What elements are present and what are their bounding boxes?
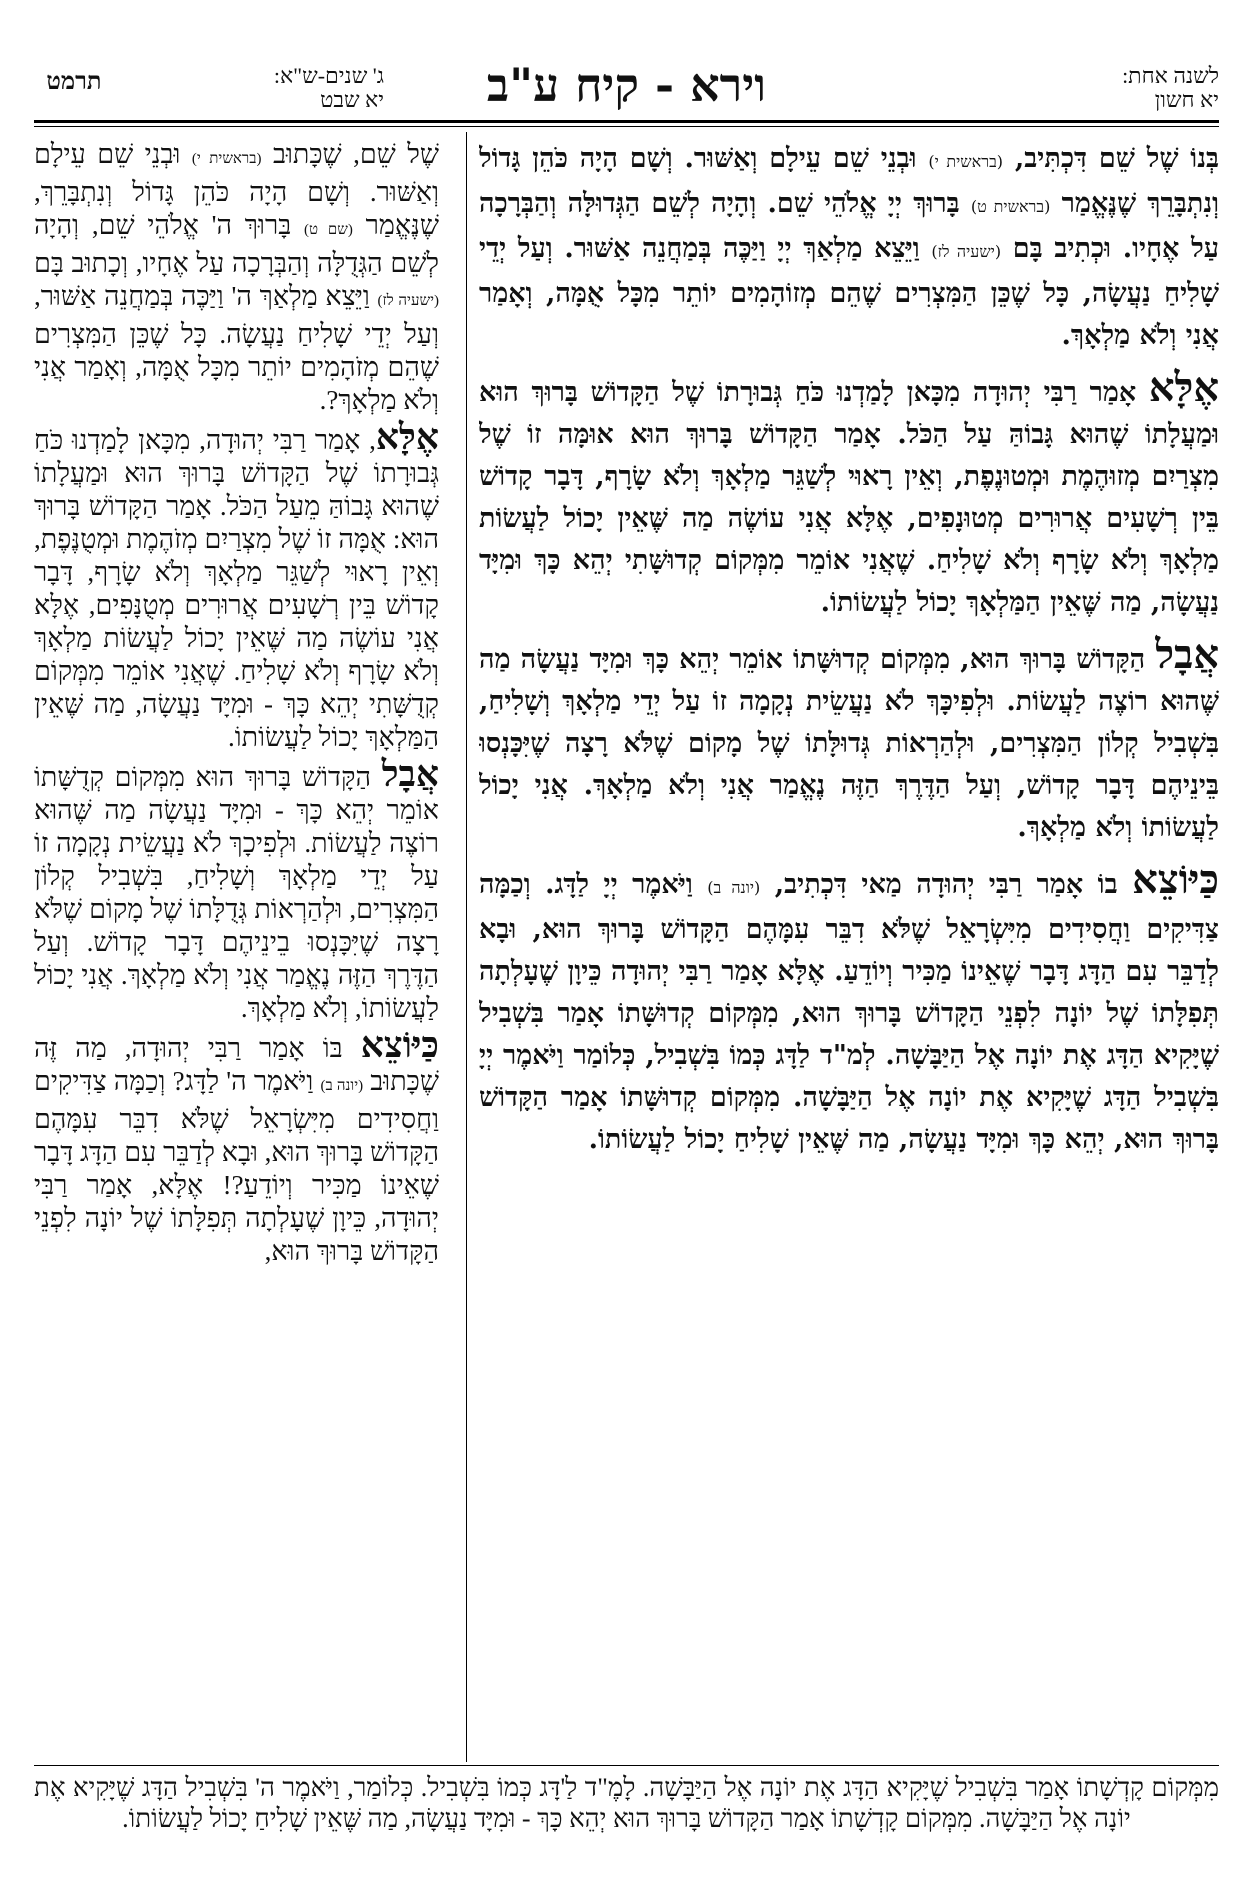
paragraph-body: בוֹ אָמַר רַבִּי יְהוּדָה מַאי דִּכְתִיב, (יונה ב) וַיֹּאמֶר יְיָ לַדָּג. וְכַמָּה צַדִּיקִים וַחֲסִידִים מִיִּשְׂרָאֵל שֶׁלֹּא דִבֵּר עִמָּהֶם הַקָּדוֹשׁ בָּרוּךְ הוּא, וּבָא לְדַבֵּר עִם הַדָּג דָּבָר שֶׁאֵינוֹ מַכִּיר וְיוֹדֵעַ. אֶלָּא אָמַר רַבִּי יְהוּדָה כֵּיוָן שֶׁעָלְתָה תְּפִלָּתוֹ שֶׁל יוֹנָה לִפְנֵי הַקָּדוֹשׁ בָּרוּךְ הוּא, מִמְּקוֹם קְדוּשָּׁתוֹ אָמַר בִּשְׁבִיל שֶׁיָּקִיא הַדָּג אֶת יוֹנָה אֶל הַיַּבָּשָׁה. לְמ"ד לַדָּג כְּמוֹ בִּשְׁבִיל, כְּלוֹמַר וַיֹּאמֶר יְיָ בִּשְׁבִיל הַדָּג שֶׁיָּקִיא אֶת יוֹנָה אֶל הַיַּבָּשָׁה. מִמְּקוֹם קְדוּשָּׁתוֹ אָמַר הַקָּדוֹשׁ בָּרוּךְ הוּא, יְהֵא כָּךְ וּמִיָּד נַעֲשָׂה, מַה שֶּׁאֵין שָׁלִיחַ יָכוֹל לַעֲשׂוֹתוֹ. (479, 869, 1219, 1155)
opening-word: כַּיּוֹצֵא (1132, 856, 1219, 903)
study-schedule-three-years (124, 64, 384, 112)
paragraph-body: בּוֹ אָמַר רַבִּי יְהוּדָה, מַה זֶּה שֶׁכָּתוּב (יונה ב) וַיֹּאמֶר ה' לַדָּג? וְכַמָּה צַדִּיקִים וַחֲסִידִים מִיִּשְׂרָאֵל שֶׁלֹּא דִבֵּר עִמָּהֶם הַקָּדוֹשׁ בָּרוּךְ הוּא, וּבָא לְדַבֵּר עִם הַדָּג דָּבָר שֶׁאֵינוֹ מַכִּיר וְיוֹדֵעַ?! אֶלָּא, אָמַר רַבִּי יְהוּדָה, כֵּיוָן שֶׁעָלְתָה תְּפִלָּתוֹ שֶׁל יוֹנָה לִפְנֵי הַקָּדוֹשׁ בָּרוּךְ הוּא, (34, 1033, 439, 1266)
opening-word: כַּיּוֹצֵא (360, 1025, 439, 1065)
translation-continuation-footer: מִמְּקוֹם קָדְשָׁתוֹ אָמַר בִּשְׁבִיל שֶׁיָּקִיא הַדָּג אֶת יוֹנָה אֶל הַיַּבָּשָׁה. לָמֶ"ד לַ'דָּג כְּמוֹ בִּשְׁבִיל. כְּלוֹמַר, וַיֹּאמֶר ה' בִּשְׁבִיל הַדָּג שֶׁיָּקִיא אֶת יוֹנָה אֶל הַיַּבָּשָׁה. מִמְּקוֹם קָדְשָׁתוֹ אָמַר הַקָּדוֹשׁ בָּרוּךְ הוּא יְהֵא כָּךְ - וּמִיָּד נַעֲשָׂה, מַה שֶּׁאֵין שָׁלִיחַ יָכוֹל לַעֲשׂוֹתוֹ. (34, 1773, 1219, 1833)
header-rule-thick (34, 120, 1219, 123)
translation-paragraph-4 (34, 1025, 439, 1268)
paragraph-body: הַקָּדוֹשׁ בָּרוּךְ הוּא מִמְּקוֹם קְדֻשָּׁתוֹ אוֹמֵר יְהֵא כָּךְ - וּמִיָּד נַעֲשָׂה מַה שֶּׁהוּא רוֹצֶה לַעֲשׂוֹת. וּלְפִיכָךְ לֹא נַעֲשֵׂית נְקָמָה זוֹ עַל יְדֵי מַלְאָךְ וְשָׁלִיחַ, בִּשְׁבִיל קְלוֹן הַמִּצְרִים, וּלְהַרְאוֹת גְּדֻלָּתוֹ שֶׁל מָקוֹם שֶׁלֹּא רָצָה שֶׁיִּכָּנְסוּ בֵינֵיהֶם דָּבָר קָדוֹשׁ. וְעַל הַדֶּרֶךְ הַזֶּה נֶאֱמַר אֲנִי וְלֹא מַלְאָךְ. אֲנִי יָכוֹל לַעֲשׂוֹתוֹ, וְלֹא מַלְאָךְ. (34, 762, 439, 1023)
schedule-label-one-year: לשנה אחת: (1122, 63, 1219, 88)
schedule-date-three-years: יא שבט (320, 87, 384, 112)
main-paragraph-2 (479, 364, 1219, 624)
translation-column (34, 138, 439, 1763)
opening-word: אֶלָּא (1148, 364, 1219, 411)
paragraph-body: אָמַר רַבִּי יְהוּדָה מִכָּאן לָמַדְנוּ כֹּחַ גְּבוּרָתוֹ שֶׁל הַקָּדוֹשׁ בָּרוּךְ הוּא וּמַעֲלָתוֹ שֶׁהוּא גָּבוֹהַּ עַל הַכֹּל. אָמַר הַקָּדוֹשׁ בָּרוּךְ הוּא אוּמָּה זוֹ שֶׁל מִצְרַיִם מְזוּהֶמֶת וּמְטוּנֶפֶת, וְאֵין רָאוּי לְשַׁגֵּר מַלְאָךְ וְלֹא שָׂרָף, דָּבָר קָדוֹשׁ בֵּין רְשָׁעִים אֲרוּרִים מְטוּנָפִים, אֶלָּא אֲנִי עוֹשֶׂה מַה שֶּׁאֵין יָכוֹל לַעֲשׂוֹת מַלְאָךְ וְלֹא שָׂרָף וְלֹא שָׁלִיחַ. שֶׁאֲנִי אוֹמֵר מִמְּקוֹם קְדוּשָּׁתִי יְהֵא כָּךְ וּמִיָּד נַעֲשָׂה, מַה שֶּׁאֵין הַמַּלְאָךְ יָכוֹל לַעֲשׂוֹתוֹ. (479, 377, 1219, 618)
translation-paragraph-2 (34, 417, 439, 754)
translation-paragraph-3 (34, 754, 439, 1025)
column-divider (466, 132, 467, 1762)
daily-number: תרמט (46, 66, 102, 95)
main-paragraph-1: בְּנוֹ שֶׁל שֵׁם דִּכְתִּיב, (בראשית י) וּבְנֵי שֵׁם עֵילָם וְאַשּׁוּר. וְשָׁם הָיָה כֹּהֵן גָּדוֹל וְנִתְבָּרֵךְ שֶׁנֶּאֱמַר (בראשית ט) בָּרוּךְ יְיָ אֱלֹהֵי שֵׁם. וְהָיָה לְשֵׁם הַגְּדוּלָּה וְהַבְּרָכָה עַל אֶחָיו. וּכְתִיב בָּם (ישעיה לז) וַיֵּצֵא מַלְאַךְ יְיָ וַיַּכֶּה בְּמַחֲנֵה אַשּׁוּר. וְעַל יְדֵי שָׁלִיחַ נַעֲשָׂה, כָּל שֶׁכֵּן הַמִּצְרִים שֶׁהֵם מְזוֹהָמִים יוֹתֵר מִכָּל אֻמָּה, וְאָמַר אֲנִי וְלֹא מַלְאָךְ. (479, 143, 1219, 351)
paragraph-body: הַקָּדוֹשׁ בָּרוּךְ הוּא, מִמְּקוֹם קְדוּשָּׁתוֹ אוֹמֵר יְהֵא כָּךְ וּמִיָּד נַעֲשָׂה מַה שֶּׁהוּא רוֹצֶה לַעֲשׂוֹת. וּלְפִיכָּךְ לֹא נַעֲשֵׂית נְקָמָה זוֹ עַל יְדֵי מַלְאָךְ וְשָׁלִיחַ, בִּשְׁבִיל קְלוֹן הַמִּצְרִים, וּלְהַרְאוֹת גְּדוּלָּתוֹ שֶׁל מָקוֹם שֶׁלֹּא רָצָה שֶׁיִּכָּנְסוּ בֵּינֵיהֶם דָּבָר קָדוֹשׁ, וְעַל הַדֶּרֶךְ הַזֶּה נֶאֱמַר אֲנִי וְלֹא מַלְאָךְ. אֲנִי יָכוֹל לַעֲשׂוֹתוֹ וְלֹא מַלְאָךְ. (479, 644, 1219, 843)
opening-word: אֲבָל (1155, 631, 1219, 678)
opening-word: אֲבָל (381, 754, 439, 794)
page-header (34, 50, 1219, 130)
header-rule-thin (34, 126, 1219, 127)
schedule-date-one-year: יא חשון (1154, 87, 1219, 112)
opening-word: אֶלָּא (375, 417, 439, 457)
main-paragraph-3 (479, 631, 1219, 849)
footer-rule (34, 1765, 1219, 1766)
paragraph-body: , אָמַר רַבִּי יְהוּדָה, מִכָּאן לָמַדְנוּ כֹּחַ גְּבוּרָתוֹ שֶׁל הַקָּדוֹשׁ בָּרוּךְ הוּא וּמַעֲלָתוֹ שֶׁהוּא גָּבוֹהַּ מֵעַל הַכֹּל. אָמַר הַקָּדוֹשׁ בָּרוּךְ הוּא: אֻמָּה זוֹ שֶׁל מִצְרַיִם מְזֹהֶמֶת וּמְטֻנֶּפֶת, וְאֵין רָאוּי לְשַׁגֵּר מַלְאָךְ וְלֹא שָׂרָף, דָּבָר קָדוֹשׁ בֵּין רְשָׁעִים אֲרוּרִים מְטֻנָּפִים, אֶלָּא אֲנִי עוֹשֶׂה מַה שֶּׁאֵין יָכוֹל לַעֲשׂוֹת מַלְאָךְ וְלֹא שָׂרָף וְלֹא שָׁלִיחַ. שֶׁאֲנִי אוֹמֵר מִמְּקוֹם קְדֻשָּׁתִי יְהֵא כָּךְ - וּמִיָּד נַעֲשָׂה, מַה שֶּׁאֵין הַמַּלְאָךְ יָכוֹל לַעֲשׂוֹתוֹ. (34, 425, 439, 752)
schedule-label-three-years: ג' שנים-ש"א: (273, 63, 384, 88)
study-schedule-one-year (1019, 64, 1219, 112)
main-text-column (479, 138, 1219, 1758)
main-paragraph-4 (479, 856, 1219, 1161)
page-title: וירא - קיח ע"ב (486, 58, 767, 112)
translation-paragraph-1: שֶׁל שֵׁם, שֶׁכָּתוּב (בראשית י) וּבְנֵי שֵׁם עֵילָם וְאַשּׁוּר. וְשָׁם הָיָה כֹּהֵן גָּדוֹל וְנִתְבָּרֵךְ, שֶׁנֶּאֱמַר (שם ט) בָּרוּךְ ה' אֱלֹהֵי שֵׁם, וְהָיָה לְשֵׁם הַגְּדֻלָּה וְהַבְּרָכָה עַל אֶחָיו, וְכָתוּב בָּם (ישעיה לז) וַיֵּצֵא מַלְאַךְ ה' וַיַּכֶּה בְּמַחֲנֵה אַשּׁוּר, וְעַל יְדֵי שָׁלִיחַ נַעֲשָׂה. כָּל שֶׁכֵּן הַמִּצְרִים שֶׁהֵם מְזֹהָמִים יוֹתֵר מִכָּל אֻמָּה, וְאָמַר אֲנִי וְלֹא מַלְאָךְ?. (34, 139, 439, 415)
